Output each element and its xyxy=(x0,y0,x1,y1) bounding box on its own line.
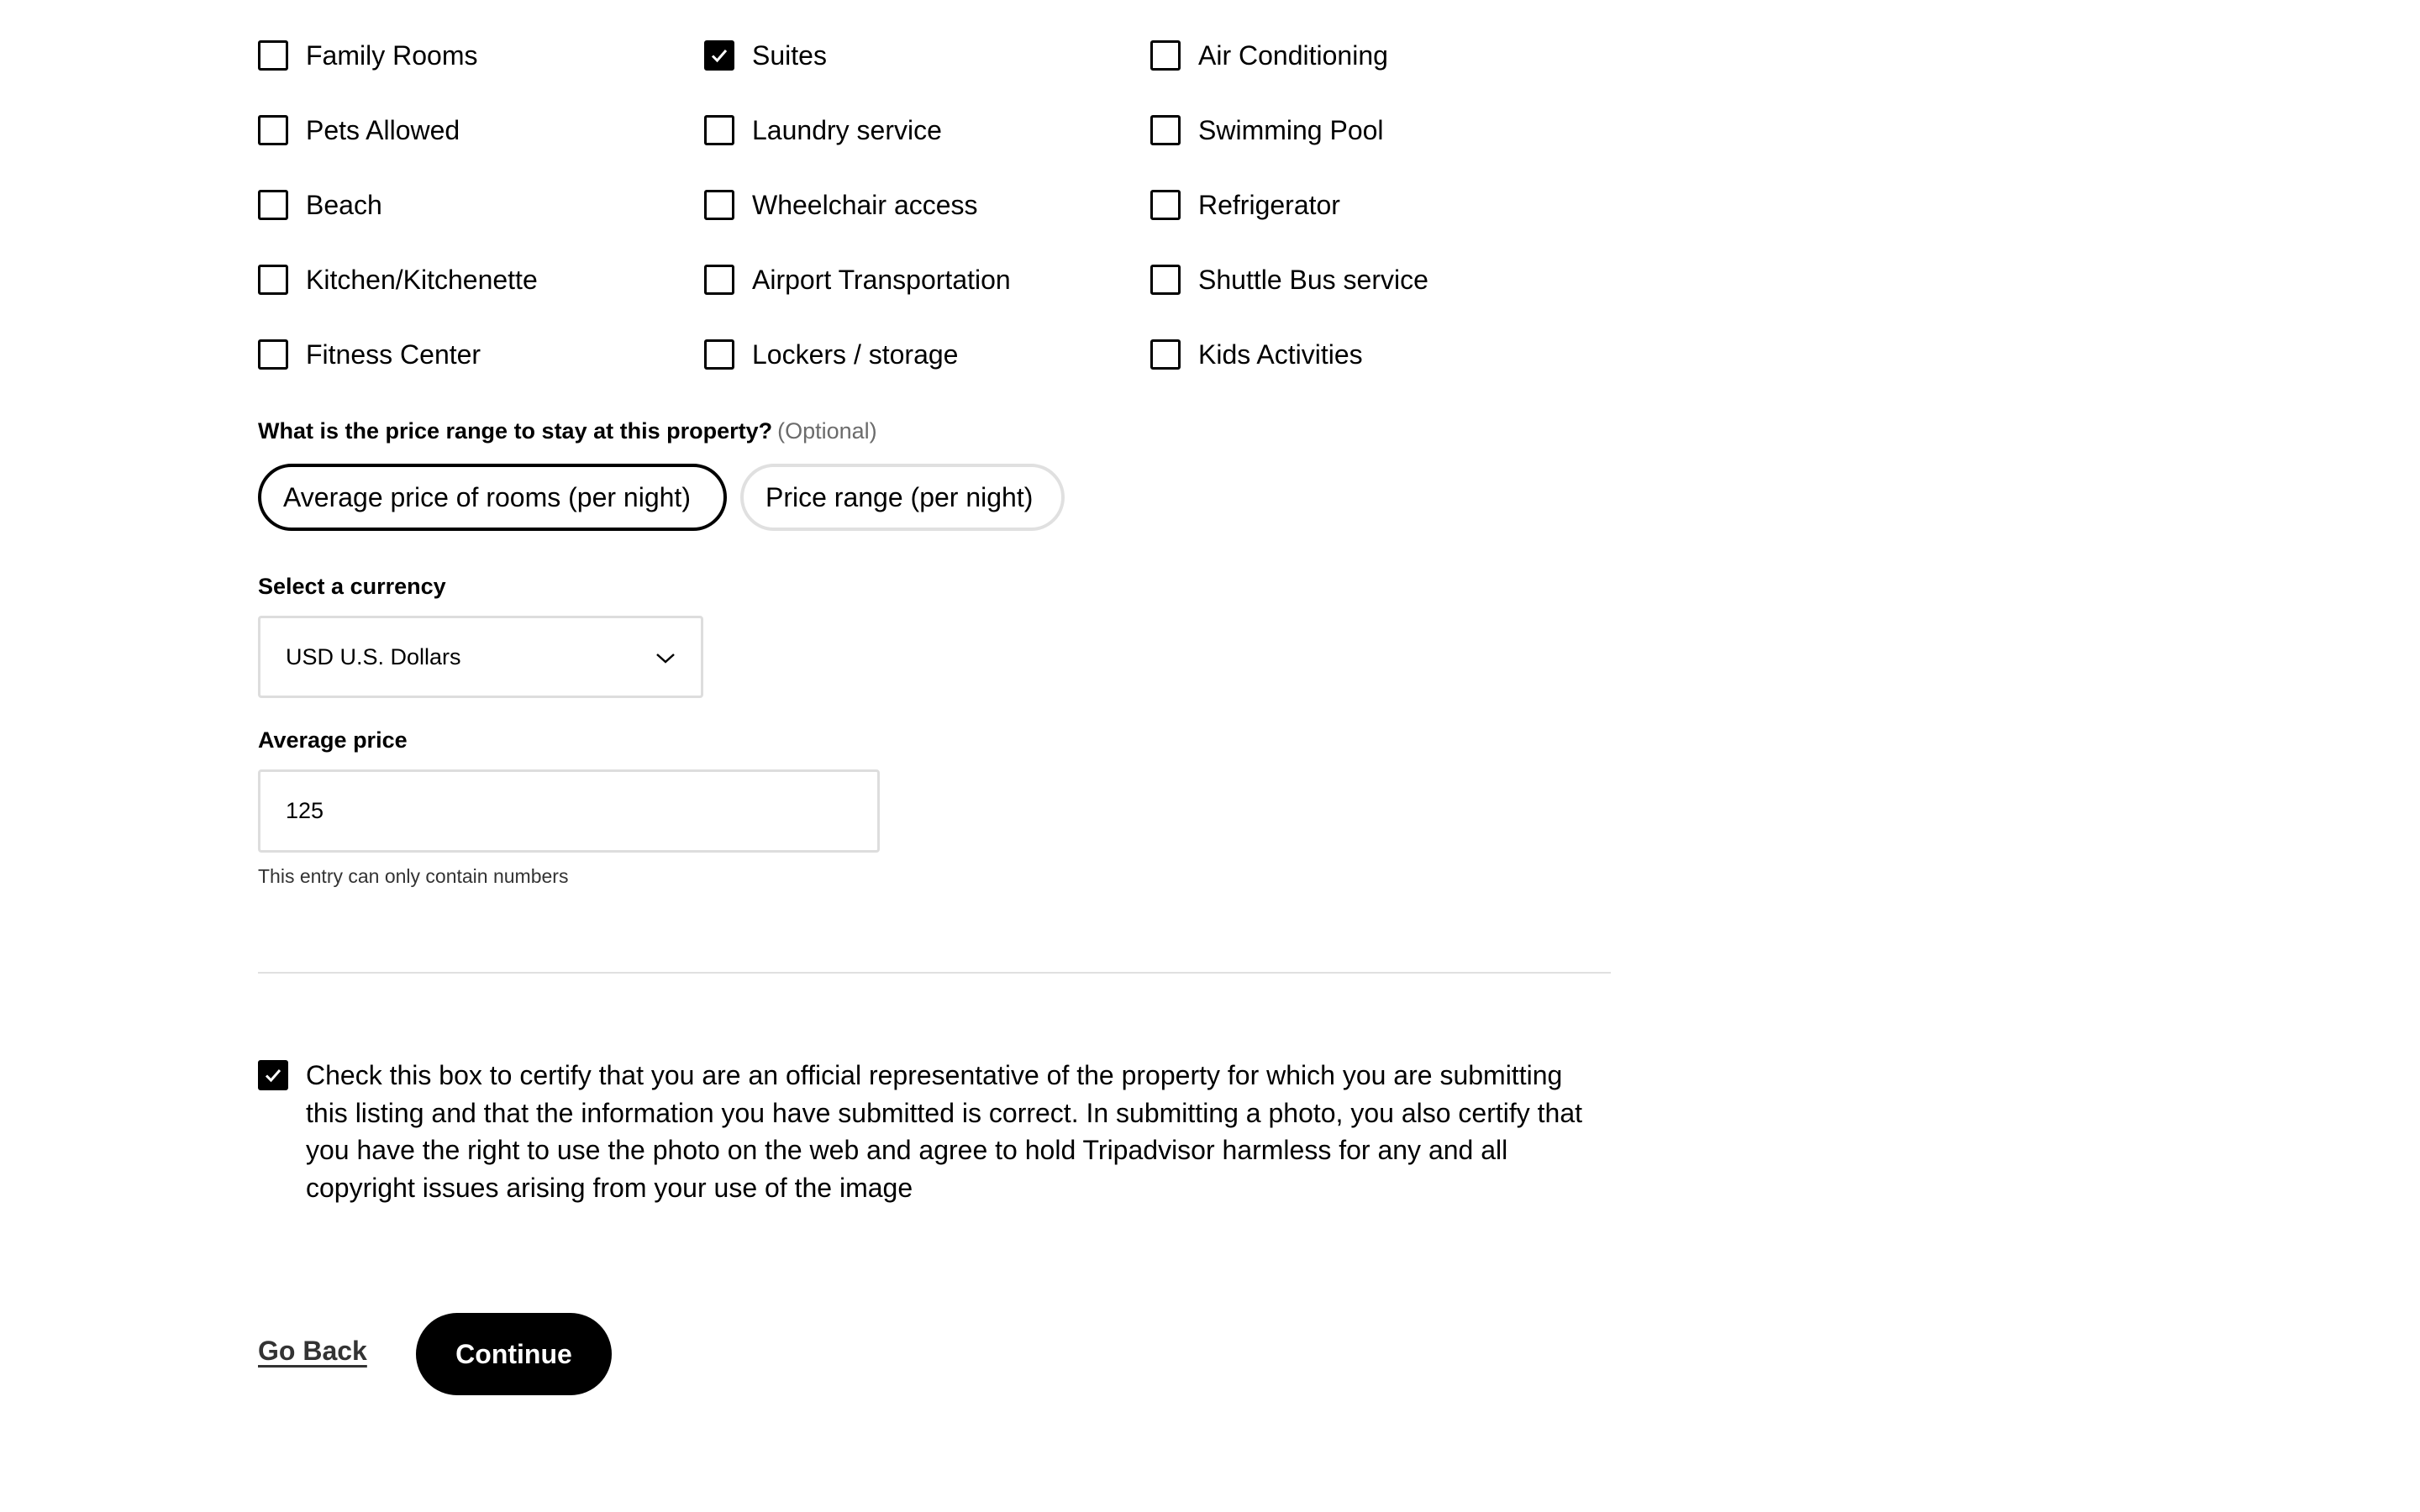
amenity-kids-activities[interactable] xyxy=(1150,336,1597,373)
optional-tag: (Optional) xyxy=(777,418,877,444)
amenity-pets-allowed[interactable] xyxy=(258,112,704,149)
average-price-input[interactable] xyxy=(258,769,880,853)
amenity-air-conditioning[interactable] xyxy=(1150,37,1597,74)
checkbox-icon[interactable] xyxy=(258,190,288,220)
checkbox-icon[interactable] xyxy=(1150,190,1181,220)
price-range-question-text: What is the price range to stay at this property? xyxy=(258,418,773,444)
amenity-swimming-pool[interactable] xyxy=(1150,112,1597,149)
checkbox-icon[interactable] xyxy=(258,115,288,145)
amenity-shuttle-bus-service[interactable] xyxy=(1150,261,1597,298)
amenity-label: Refrigerator xyxy=(1198,190,1340,220)
amenity-label: Kitchen/Kitchenette xyxy=(306,265,538,295)
amenity-kitchen-kitchenette[interactable] xyxy=(258,261,704,298)
go-back-link[interactable]: Go Back xyxy=(258,1336,367,1366)
average-price-hint: This entry can only contain numbers xyxy=(258,865,569,887)
amenity-label: Family Rooms xyxy=(306,40,478,71)
amenity-label: Lockers / storage xyxy=(752,339,959,370)
chevron-down-icon xyxy=(655,644,676,670)
amenity-airport-transportation[interactable] xyxy=(704,261,1150,298)
amenity-label: Beach xyxy=(306,190,382,220)
amenity-refrigerator[interactable] xyxy=(1150,186,1597,223)
amenity-label: Shuttle Bus service xyxy=(1198,265,1428,295)
checkbox-icon[interactable] xyxy=(258,339,288,370)
amenity-label: Swimming Pool xyxy=(1198,115,1384,145)
certify-text: Check this box to certify that you are an official representative of the property for which you are submitting this listing and that the information you have submitted is correct. In submitting a photo, you also certify that you have the right to use the photo on the web and agree to hold Tripadvisor harmless for any and all copyright issues arising from your use of the image xyxy=(306,1060,1583,1203)
checkbox-icon[interactable] xyxy=(1150,40,1181,71)
amenity-label: Pets Allowed xyxy=(306,115,460,145)
checkbox-icon[interactable] xyxy=(1150,339,1181,370)
average-price-value: 125 xyxy=(286,798,324,823)
checkbox-icon[interactable] xyxy=(258,265,288,295)
amenity-family-rooms[interactable] xyxy=(258,37,704,74)
currency-value: USD U.S. Dollars xyxy=(286,643,461,669)
checkmark-icon[interactable] xyxy=(258,1060,288,1090)
checkbox-icon[interactable] xyxy=(258,40,288,71)
amenity-label: Airport Transportation xyxy=(752,265,1011,295)
price-range-option[interactable] xyxy=(740,464,1065,531)
amenities-grid xyxy=(258,37,1597,411)
continue-button[interactable]: Continue xyxy=(416,1313,612,1395)
amenity-wheelchair-access[interactable] xyxy=(704,186,1150,223)
certify-checkbox-row[interactable] xyxy=(258,1057,1611,1206)
amenity-laundry-service[interactable] xyxy=(704,112,1150,149)
amenity-label: Laundry service xyxy=(752,115,942,145)
checkbox-icon[interactable] xyxy=(704,115,734,145)
currency-select[interactable] xyxy=(258,616,703,698)
amenity-label: Kids Activities xyxy=(1198,339,1363,370)
amenity-fitness-center[interactable] xyxy=(258,336,704,373)
amenity-label: Wheelchair access xyxy=(752,190,978,220)
amenity-lockers-storage[interactable] xyxy=(704,336,1150,373)
amenity-label: Fitness Center xyxy=(306,339,481,370)
amenity-label: Suites xyxy=(752,40,827,71)
average-price-label: Average price xyxy=(258,727,408,753)
checkbox-icon[interactable] xyxy=(704,265,734,295)
price-range-question xyxy=(258,418,877,444)
average-price-option-label: Average price of rooms (per night) xyxy=(283,481,691,512)
checkbox-icon[interactable] xyxy=(704,339,734,370)
checkbox-icon[interactable] xyxy=(1150,115,1181,145)
price-range-option-label: Price range (per night) xyxy=(765,481,1034,512)
amenity-label: Air Conditioning xyxy=(1198,40,1388,71)
amenity-suites[interactable] xyxy=(704,37,1150,74)
checkmark-icon[interactable] xyxy=(704,40,734,71)
amenity-beach[interactable] xyxy=(258,186,704,223)
currency-label: Select a currency xyxy=(258,574,446,599)
checkbox-icon[interactable] xyxy=(1150,265,1181,295)
checkbox-icon[interactable] xyxy=(704,190,734,220)
section-divider xyxy=(258,972,1611,974)
average-price-option[interactable] xyxy=(258,464,727,531)
